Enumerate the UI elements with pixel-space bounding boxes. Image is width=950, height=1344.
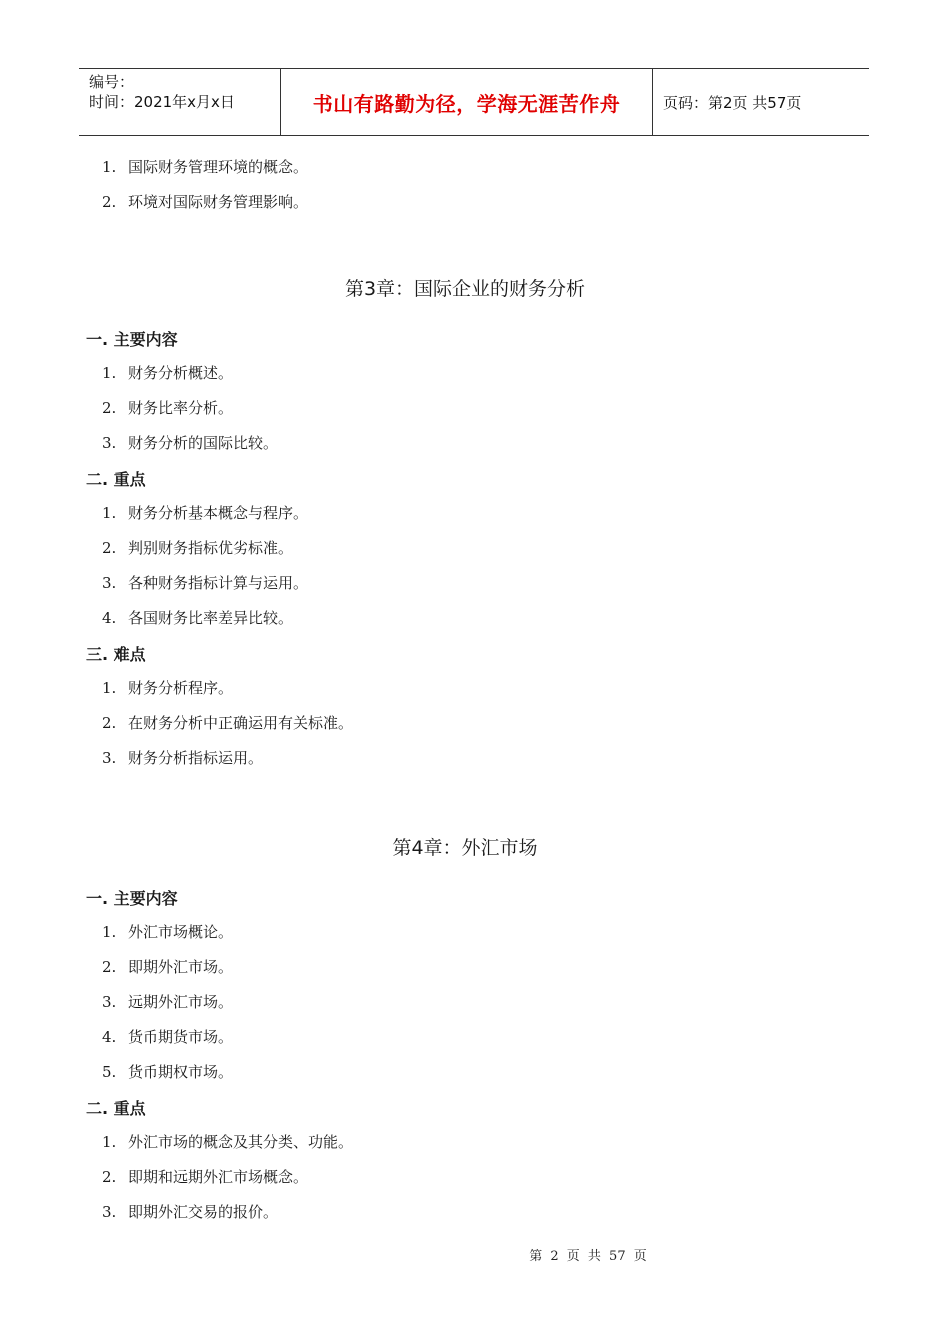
number-label: 编号： (89, 73, 135, 91)
list-item: 3. 各种财务指标计算与运用。 (102, 574, 309, 592)
list-item: 1. 财务分析概述。 (102, 364, 234, 382)
list-item: 3. 财务分析指标运用。 (102, 749, 264, 767)
page-footer: 第 2 页 共 57 页 (529, 1249, 647, 1264)
time-label: 时间：2021年x月x日 (89, 93, 235, 111)
list-item: 3. 即期外汇交易的报价。 (102, 1203, 279, 1221)
list-item: 2. 环境对国际财务管理影响。 (102, 193, 309, 211)
section-heading: 二. 重点 (86, 470, 146, 489)
section-heading: 三. 难点 (86, 645, 146, 664)
chapter-title: 第4章：外汇市场 (392, 837, 538, 859)
section-heading: 二. 重点 (86, 1099, 146, 1118)
list-item: 2. 即期外汇市场。 (102, 958, 234, 976)
list-item: 1. 财务分析程序。 (102, 679, 234, 697)
page-header (79, 68, 869, 136)
list-item: 1. 外汇市场的概念及其分类、功能。 (102, 1133, 354, 1151)
chapter-title: 第3章：国际企业的财务分析 (344, 278, 586, 300)
header-motto: 书山有路勤为径，学海无涯苦作舟 (280, 69, 653, 135)
list-item: 1. 财务分析基本概念与程序。 (102, 504, 309, 522)
list-item: 2. 即期和远期外汇市场概念。 (102, 1168, 309, 1186)
list-item: 3. 远期外汇市场。 (102, 993, 234, 1011)
list-item: 4. 各国财务比率差异比较。 (102, 609, 294, 627)
section-heading: 一. 主要内容 (86, 330, 178, 349)
list-item: 1. 国际财务管理环境的概念。 (102, 158, 309, 176)
list-item: 3. 财务分析的国际比较。 (102, 434, 279, 452)
list-item: 2. 判别财务指标优劣标准。 (102, 539, 294, 557)
section-heading: 一. 主要内容 (86, 889, 178, 908)
header-meta (79, 69, 280, 135)
header-page-info: 页码：第2页 共57页 (663, 93, 802, 112)
list-item: 5. 货币期权市场。 (102, 1063, 234, 1081)
list-item: 1. 外汇市场概论。 (102, 923, 234, 941)
list-item: 4. 货币期货市场。 (102, 1028, 234, 1046)
document-body (86, 150, 866, 1230)
list-item: 2. 在财务分析中正确运用有关标准。 (102, 714, 354, 732)
list-item: 2. 财务比率分析。 (102, 399, 234, 417)
